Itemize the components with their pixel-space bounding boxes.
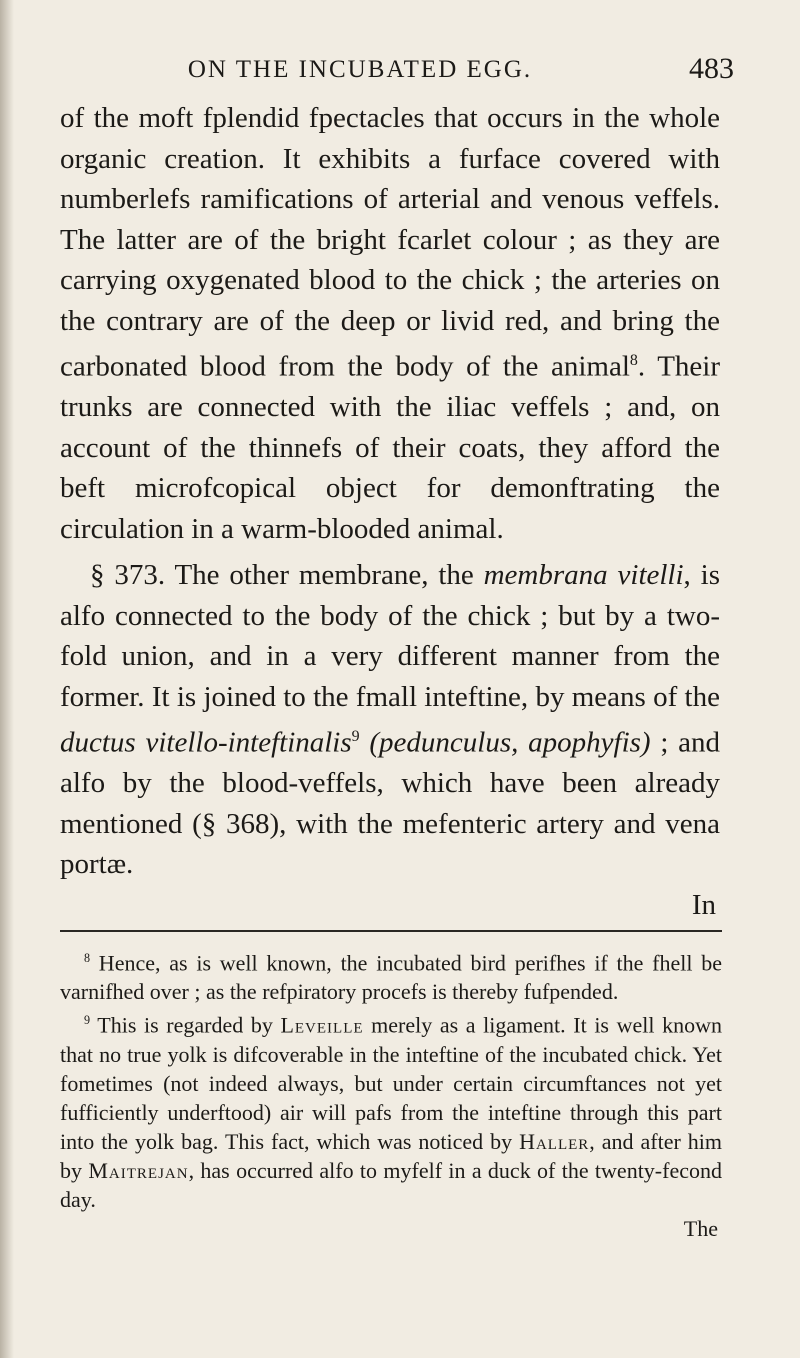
main-text — [60, 98, 720, 925]
name-haller: Haller — [519, 1128, 590, 1154]
page-number: 483 — [689, 52, 734, 85]
footnote-9: $^9$ This is regarded by Leveille merely as a ligament. It is well known that no true yolk is difcoverable in the inteftine of the incubated chick. Yet fometimes (not indeed always, but under certain circumftances not yet fufficiently underftood) air will pafs from the inteftine through this part into the yolk bag. This fact, which was noticed by Haller, and after him by Maitrejan, has occurred alfo to myfelf in a duck of the twenty-fecond day. — [60, 1012, 722, 1212]
term-pedunculus: (pedunculus, apophyfis) — [369, 726, 651, 759]
term-ductus: ductus vitello-inteftinalis — [60, 726, 352, 759]
footnote-rule — [60, 930, 722, 932]
footnote-ref-8: 8 — [629, 352, 638, 369]
running-title: ON THE INCUBATED EGG. — [187, 56, 533, 83]
paragraph-373: § 373. The other membrane, the membrana vitelli, is alfo connected to the body of the chick ; but by a two-fold union, and in a very different manner from the former. It is joined to the fmall inteftine, by means of the ductus vitello-inteftinalis$^9$ (pedunculus, apophyfis) ; and alfo by the blood-veffels, which have been already mentioned (§ 368), with the mefenteric artery and vena portæ. — [60, 559, 721, 881]
footnotes — [60, 944, 722, 1243]
paragraph-continued: of the moft fplendid fpectacles that occurs in the whole organic creation. It exhibits a furface covered with numberlefs ramifications of arterial and venous veffels. The latter are of the bright fcarlet colour ; as they are carrying oxygenated blood to the chick ; the arteries on the contrary are of the deep or livid red, and bring the carbonated blood from the body of the animal$^8$. Their trunks are connected with the iliac veffels ; and, on account of the thinnefs of their coats, they afford the beft microfcopical object for demonftrating the circulation in a warm-blooded animal. — [60, 102, 721, 545]
page-gutter-shadow — [0, 0, 14, 1358]
running-head — [60, 52, 740, 92]
catchword-footnote: The — [683, 1215, 718, 1241]
footnote-ref-9: 9 — [351, 728, 360, 746]
catchword-body: In — [691, 888, 716, 921]
name-leveille: Leveille — [280, 1012, 364, 1038]
footnote-8: $^8$ Hence, as is well known, the incubated bird perifhes if the fhell be varnifhed over ; as the refpiratory procefs is thereby fufpended. — [60, 950, 722, 1005]
term-membrana-vitelli: membrana vitelli — [483, 559, 684, 592]
name-maitrejan: Maitrejan — [88, 1157, 189, 1183]
